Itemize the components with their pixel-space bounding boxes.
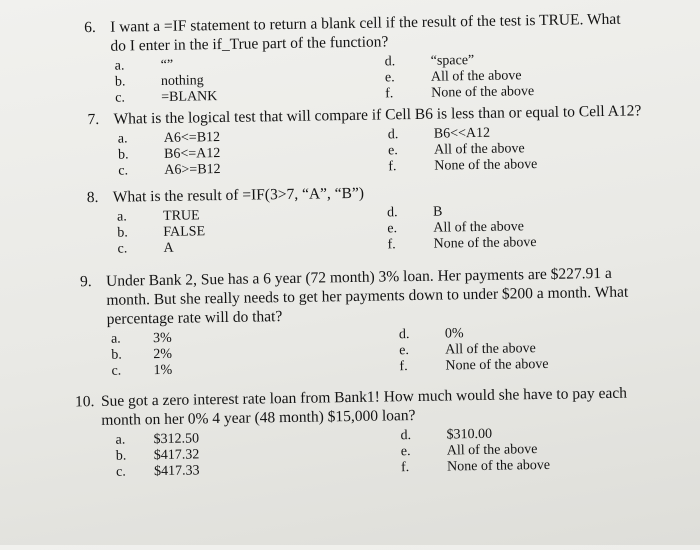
option-f[interactable]: [385, 84, 534, 102]
option-b[interactable]: [117, 224, 205, 241]
question-10: [75, 383, 696, 484]
option-letter: c.: [111, 363, 122, 379]
option-text: A6<=B12: [163, 130, 221, 146]
option-text: None of the above: [434, 157, 538, 174]
question-text-line: What is the result of =IF(3>7, “A”, “B”): [112, 184, 365, 206]
option-f[interactable]: [387, 235, 536, 253]
option-b[interactable]: [115, 73, 204, 90]
option-letter: e.: [387, 221, 398, 237]
option-text: None of the above: [446, 457, 551, 475]
option-text: nothing: [160, 73, 204, 89]
option-f[interactable]: [399, 357, 548, 375]
question-text-line: do I enter in the if_True part of the function?: [110, 33, 389, 55]
option-c[interactable]: [115, 89, 217, 107]
option-letter: b.: [111, 347, 122, 363]
option-text: None of the above: [433, 235, 537, 252]
option-f[interactable]: [401, 458, 550, 476]
option-letter: f.: [385, 86, 394, 102]
option-letter: d.: [400, 428, 412, 444]
option-b[interactable]: [111, 347, 172, 364]
option-text: 1%: [153, 362, 173, 379]
option-letter: d.: [387, 127, 399, 143]
question-text-line: Under Bank 2, Sue has a 6 year (72 month) 3% loan. Her payments are $227.91 a: [105, 264, 612, 290]
option-letter: c.: [115, 464, 126, 480]
option-text: B6<<A12: [433, 125, 491, 142]
option-a[interactable]: [111, 331, 172, 348]
option-letter: d.: [384, 54, 396, 70]
option-text: 2%: [153, 346, 173, 363]
option-letter: c.: [118, 163, 129, 179]
option-letter: c.: [115, 90, 126, 106]
option-a[interactable]: [115, 58, 174, 75]
option-text: FALSE: [163, 224, 206, 240]
option-d[interactable]: [385, 53, 475, 70]
question-6: [84, 9, 685, 109]
question-text-line: month. But she really needs to get her payments down to under $200 a month. What: [106, 283, 629, 309]
option-text: None of the above: [431, 84, 535, 101]
question-text-line: I want a =IF statement to return a blank cell if the result of the test is TRUE. What: [109, 10, 621, 36]
option-text: A6>=B12: [164, 162, 221, 178]
option-letter: e.: [399, 343, 410, 359]
option-text: TRUE: [162, 208, 200, 224]
question-number: 10.: [74, 393, 95, 411]
option-letter: e.: [387, 143, 398, 159]
option-text: $417.33: [153, 463, 200, 480]
option-c[interactable]: [117, 241, 173, 258]
option-letter: d.: [386, 205, 398, 221]
question-9: [80, 263, 692, 383]
option-a[interactable]: [118, 130, 220, 148]
option-c[interactable]: [116, 463, 200, 480]
option-d[interactable]: [400, 427, 492, 444]
option-text: All of the above: [433, 219, 525, 236]
question-text-line: What is the logical test that will compare if Cell B6 is less than or equal to Cell A12?: [113, 102, 642, 128]
option-d[interactable]: [388, 126, 490, 144]
option-text: B: [432, 204, 443, 220]
question-number: 6.: [83, 18, 96, 37]
option-letter: b.: [114, 74, 126, 90]
option-letter: f.: [399, 359, 408, 375]
option-c[interactable]: [118, 162, 220, 180]
question-7: [87, 101, 688, 182]
question-number: 7.: [87, 110, 100, 129]
option-letter: e.: [384, 70, 395, 86]
option-f[interactable]: [388, 157, 537, 175]
option-b[interactable]: [118, 146, 220, 164]
option-letter: d.: [398, 327, 410, 343]
option-text: “space”: [430, 53, 475, 69]
option-a[interactable]: [117, 208, 200, 225]
option-letter: a.: [116, 209, 127, 225]
question-text-line: percentage rate will do that?: [106, 308, 283, 328]
option-text: 3%: [152, 330, 172, 347]
option-letter: e.: [400, 444, 411, 460]
option-text: B6<=A12: [164, 146, 221, 162]
option-text: $312.50: [153, 431, 200, 448]
question-text-line: month on her 0% 4 year (48 month) $15,000 loan?: [101, 406, 416, 429]
option-letter: b.: [115, 448, 127, 464]
option-text: All of the above: [446, 442, 538, 459]
option-letter: b.: [117, 225, 128, 241]
option-b[interactable]: [116, 447, 200, 464]
question-8: [87, 179, 688, 260]
option-text: None of the above: [445, 356, 549, 374]
option-a[interactable]: [115, 431, 199, 448]
option-text: All of the above: [433, 141, 525, 158]
option-letter: a.: [117, 131, 128, 147]
option-letter: b.: [118, 147, 129, 163]
question-text-line: Sue got a zero interest rate loan from Bank1! How much would she have to pay each: [100, 384, 628, 410]
option-letter: a.: [110, 331, 121, 347]
option-text: =BLANK: [161, 89, 218, 105]
option-letter: f.: [387, 237, 396, 253]
option-text: All of the above: [430, 68, 522, 85]
option-text: $417.32: [153, 447, 200, 464]
option-text: 0%: [444, 326, 464, 342]
option-letter: a.: [115, 432, 126, 448]
option-d[interactable]: [387, 205, 443, 222]
option-text: A: [163, 240, 174, 256]
option-c[interactable]: [111, 363, 172, 380]
option-letter: c.: [117, 241, 128, 257]
option-text: All of the above: [445, 341, 536, 358]
option-letter: f.: [400, 460, 410, 476]
question-number: 8.: [86, 188, 99, 207]
option-text: “”: [160, 57, 174, 73]
option-text: $310.00: [446, 426, 493, 443]
option-letter: a.: [114, 58, 125, 74]
question-number: 9.: [79, 273, 92, 291]
option-letter: f.: [388, 159, 397, 175]
option-d[interactable]: [399, 326, 464, 343]
